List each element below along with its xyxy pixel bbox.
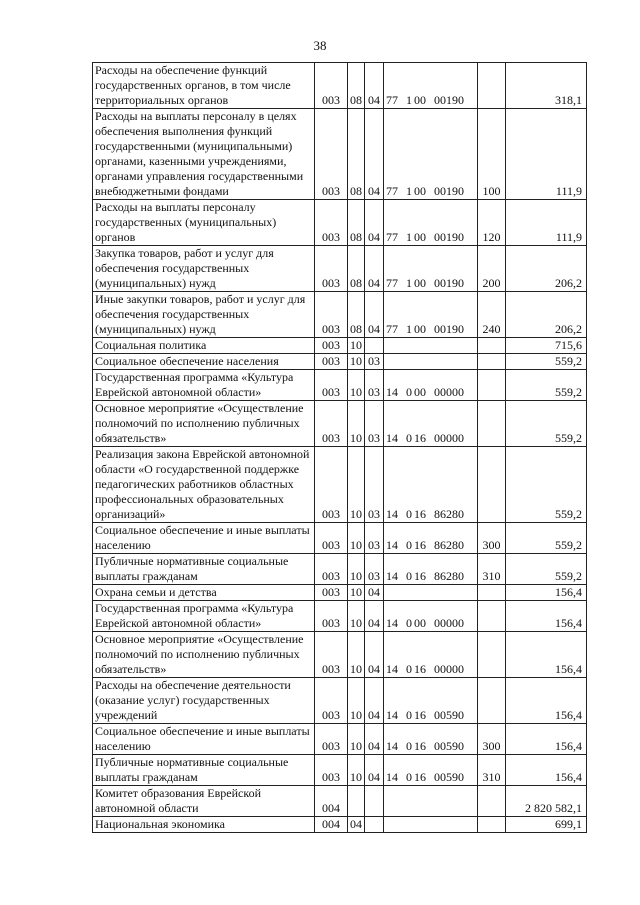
- table-row: [93, 585, 587, 601]
- subsection-code: 03: [365, 523, 384, 554]
- target-article-code: [384, 678, 478, 724]
- expense-type-code: [478, 63, 506, 109]
- row-name: Расходы на обеспечение функций государственных органов, в том числе территориальных органов: [93, 63, 315, 109]
- ved-code: 003: [315, 370, 348, 401]
- amount: 559,2: [506, 447, 587, 523]
- section-code: 08: [348, 109, 365, 200]
- ved-code: 003: [315, 632, 348, 678]
- section-code: 10: [348, 338, 365, 354]
- target-article-code: [384, 755, 478, 786]
- ved-code: 003: [315, 292, 348, 338]
- table-row: [93, 601, 587, 632]
- table-row: [93, 200, 587, 246]
- subsection-code: 04: [365, 724, 384, 755]
- ved-code: 003: [315, 724, 348, 755]
- expense-type-code: 300: [478, 523, 506, 554]
- amount: 715,6: [506, 338, 587, 354]
- target-subprogram: 0: [406, 662, 412, 676]
- expense-type-code: 240: [478, 292, 506, 338]
- amount: 206,2: [506, 246, 587, 292]
- expense-type-code: [478, 601, 506, 632]
- amount: 156,4: [506, 724, 587, 755]
- subsection-code: 04: [365, 585, 384, 601]
- section-code: 10: [348, 370, 365, 401]
- target-article-code: [384, 292, 478, 338]
- target-article-code: [384, 585, 478, 601]
- expense-type-code: [478, 447, 506, 523]
- target-event: 16: [414, 538, 426, 552]
- target-event: 00: [414, 616, 426, 630]
- target-article-code: [384, 817, 478, 833]
- section-code: 10: [348, 554, 365, 585]
- target-article-code: [384, 724, 478, 755]
- row-name: Основное мероприятие «Осуществление полномочий по исполнению публичных обязательств»: [93, 401, 315, 447]
- target-direction: 00590: [434, 770, 464, 784]
- target-direction: 00000: [434, 431, 464, 445]
- row-name: Публичные нормативные социальные выплаты гражданам: [93, 554, 315, 585]
- target-event: 16: [414, 770, 426, 784]
- subsection-code: 03: [365, 370, 384, 401]
- subsection-code: 04: [365, 755, 384, 786]
- table-row: [93, 354, 587, 370]
- subsection-code: 04: [365, 678, 384, 724]
- row-name: Публичные нормативные социальные выплаты гражданам: [93, 755, 315, 786]
- target-subprogram: 1: [406, 322, 412, 336]
- target-article-code: [384, 200, 478, 246]
- row-name: Основное мероприятие «Осуществление полномочий по исполнению публичных обязательств»: [93, 632, 315, 678]
- expense-type-code: 310: [478, 554, 506, 585]
- target-event: 16: [414, 569, 426, 583]
- target-event: 16: [414, 739, 426, 753]
- target-program: 14: [386, 708, 398, 722]
- target-article-code: [384, 632, 478, 678]
- expense-type-code: [478, 786, 506, 817]
- target-article-code: [384, 338, 478, 354]
- row-name: Расходы на выплаты персоналу государственных (муниципальных) органов: [93, 200, 315, 246]
- target-event: 16: [414, 662, 426, 676]
- target-subprogram: 0: [406, 708, 412, 722]
- table-row: [93, 447, 587, 523]
- subsection-code: 04: [365, 601, 384, 632]
- target-article-code: [384, 354, 478, 370]
- subsection-code: 04: [365, 200, 384, 246]
- amount: 206,2: [506, 292, 587, 338]
- row-name: Национальная экономика: [93, 817, 315, 833]
- target-article-code: [384, 246, 478, 292]
- target-direction: 00190: [434, 230, 464, 244]
- amount: 699,1: [506, 817, 587, 833]
- table-row: [93, 755, 587, 786]
- table-row: [93, 554, 587, 585]
- page-number: 38: [313, 38, 327, 53]
- expense-type-code: 100: [478, 109, 506, 200]
- amount: 111,9: [506, 109, 587, 200]
- budget-table: [92, 62, 587, 833]
- target-article-code: [384, 554, 478, 585]
- section-code: 10: [348, 585, 365, 601]
- target-program: 77: [386, 276, 398, 290]
- section-code: 10: [348, 755, 365, 786]
- ved-code: 004: [315, 817, 348, 833]
- section-code: 10: [348, 523, 365, 554]
- target-direction: 00000: [434, 616, 464, 630]
- row-name: Социальное обеспечение и иные выплаты населению: [93, 724, 315, 755]
- subsection-code: [365, 786, 384, 817]
- table-row: [93, 401, 587, 447]
- target-direction: 00190: [434, 184, 464, 198]
- target-article-code: [384, 523, 478, 554]
- target-direction: 00190: [434, 322, 464, 336]
- target-article-code: [384, 63, 478, 109]
- table-row: [93, 338, 587, 354]
- target-direction: 86280: [434, 538, 464, 552]
- section-code: 10: [348, 678, 365, 724]
- target-direction: 00590: [434, 739, 464, 753]
- row-name: Охрана семьи и детства: [93, 585, 315, 601]
- section-code: 10: [348, 632, 365, 678]
- target-article-code: [384, 370, 478, 401]
- target-event: 00: [414, 322, 426, 336]
- ved-code: 003: [315, 354, 348, 370]
- subsection-code: [365, 338, 384, 354]
- amount: 156,4: [506, 755, 587, 786]
- target-subprogram: 1: [406, 93, 412, 107]
- target-program: 14: [386, 431, 398, 445]
- target-direction: 00000: [434, 385, 464, 399]
- target-subprogram: 1: [406, 184, 412, 198]
- target-subprogram: 0: [406, 507, 412, 521]
- subsection-code: [365, 817, 384, 833]
- row-name: Социальное обеспечение и иные выплаты населению: [93, 523, 315, 554]
- ved-code: 003: [315, 447, 348, 523]
- ved-code: 003: [315, 200, 348, 246]
- table-row: [93, 817, 587, 833]
- row-name: Иные закупки товаров, работ и услуг для обеспечения государственных (муниципальных) нужд: [93, 292, 315, 338]
- table-row: [93, 724, 587, 755]
- amount: 559,2: [506, 354, 587, 370]
- expense-type-code: [478, 632, 506, 678]
- table-row: [93, 523, 587, 554]
- section-code: 08: [348, 292, 365, 338]
- row-name: Реализация закона Еврейской автономной области «О государственной поддержке педагогических работников областных профессиональных образовательных организаций»: [93, 447, 315, 523]
- amount: 318,1: [506, 63, 587, 109]
- amount: 559,2: [506, 401, 587, 447]
- subsection-code: 04: [365, 632, 384, 678]
- target-direction: 00190: [434, 276, 464, 290]
- subsection-code: 03: [365, 354, 384, 370]
- target-program: 14: [386, 739, 398, 753]
- ved-code: 003: [315, 523, 348, 554]
- subsection-code: 03: [365, 447, 384, 523]
- target-program: 14: [386, 538, 398, 552]
- table-row: [93, 109, 587, 200]
- ved-code: 004: [315, 786, 348, 817]
- subsection-code: 04: [365, 292, 384, 338]
- section-code: 10: [348, 724, 365, 755]
- amount: 156,4: [506, 632, 587, 678]
- target-program: 77: [386, 230, 398, 244]
- row-name: Комитет образования Еврейской автономной области: [93, 786, 315, 817]
- expense-type-code: [478, 370, 506, 401]
- target-direction: 00590: [434, 708, 464, 722]
- section-code: 08: [348, 246, 365, 292]
- subsection-code: 04: [365, 63, 384, 109]
- ved-code: 003: [315, 246, 348, 292]
- ved-code: 003: [315, 554, 348, 585]
- table-row: [93, 786, 587, 817]
- expense-type-code: 120: [478, 200, 506, 246]
- section-code: 10: [348, 401, 365, 447]
- table-row: [93, 292, 587, 338]
- target-program: 77: [386, 322, 398, 336]
- ved-code: 003: [315, 338, 348, 354]
- target-subprogram: 0: [406, 569, 412, 583]
- table-row: [93, 370, 587, 401]
- row-name: Закупка товаров, работ и услуг для обеспечения государственных (муниципальных) нужд: [93, 246, 315, 292]
- amount: 559,2: [506, 554, 587, 585]
- amount: 156,4: [506, 601, 587, 632]
- ved-code: 003: [315, 585, 348, 601]
- target-event: 00: [414, 93, 426, 107]
- target-subprogram: 0: [406, 538, 412, 552]
- amount: 111,9: [506, 200, 587, 246]
- target-article-code: [384, 786, 478, 817]
- row-name: Социальное обеспечение населения: [93, 354, 315, 370]
- section-code: 08: [348, 200, 365, 246]
- amount: 156,4: [506, 585, 587, 601]
- expense-type-code: [478, 585, 506, 601]
- amount: 156,4: [506, 678, 587, 724]
- row-name: Социальная политика: [93, 338, 315, 354]
- target-article-code: [384, 109, 478, 200]
- ved-code: 003: [315, 755, 348, 786]
- row-name: Расходы на выплаты персоналу в целях обеспечения выполнения функций государственными (муниципальными) органами, казенными учреждениями, органами управления государственными внебюджетными фондами: [93, 109, 315, 200]
- ved-code: 003: [315, 678, 348, 724]
- row-name: Расходы на обеспечение деятельности (оказание услуг) государственных учреждений: [93, 678, 315, 724]
- table-row: [93, 632, 587, 678]
- target-direction: 86280: [434, 569, 464, 583]
- expense-type-code: 200: [478, 246, 506, 292]
- target-direction: 00190: [434, 93, 464, 107]
- target-subprogram: 0: [406, 385, 412, 399]
- target-program: 14: [386, 616, 398, 630]
- target-event: 00: [414, 184, 426, 198]
- target-event: 00: [414, 230, 426, 244]
- expense-type-code: [478, 678, 506, 724]
- target-program: 14: [386, 569, 398, 583]
- target-program: 14: [386, 770, 398, 784]
- section-code: 10: [348, 601, 365, 632]
- section-code: 10: [348, 447, 365, 523]
- target-event: 00: [414, 276, 426, 290]
- amount: 559,2: [506, 523, 587, 554]
- table-body: [93, 63, 587, 833]
- table-row: [93, 246, 587, 292]
- target-subprogram: 1: [406, 276, 412, 290]
- target-program: 77: [386, 93, 398, 107]
- target-article-code: [384, 401, 478, 447]
- target-event: 00: [414, 385, 426, 399]
- section-code: 10: [348, 354, 365, 370]
- table-row: [93, 63, 587, 109]
- amount: 2 820 582,1: [506, 786, 587, 817]
- section-code: 04: [348, 817, 365, 833]
- section-code: 08: [348, 63, 365, 109]
- expense-type-code: [478, 817, 506, 833]
- ved-code: 003: [315, 401, 348, 447]
- target-direction: 00000: [434, 662, 464, 676]
- target-subprogram: 0: [406, 431, 412, 445]
- table-row: [93, 678, 587, 724]
- subsection-code: 04: [365, 109, 384, 200]
- target-subprogram: 0: [406, 739, 412, 753]
- target-article-code: [384, 601, 478, 632]
- target-article-code: [384, 447, 478, 523]
- expense-type-code: 300: [478, 724, 506, 755]
- target-program: 77: [386, 184, 398, 198]
- section-code: [348, 786, 365, 817]
- target-program: 14: [386, 507, 398, 521]
- target-event: 16: [414, 431, 426, 445]
- expense-type-code: [478, 401, 506, 447]
- target-event: 16: [414, 507, 426, 521]
- target-subprogram: 0: [406, 770, 412, 784]
- subsection-code: 03: [365, 401, 384, 447]
- target-direction: 86280: [434, 507, 464, 521]
- target-subprogram: 0: [406, 616, 412, 630]
- row-name: Государственная программа «Культура Еврейской автономной области»: [93, 370, 315, 401]
- expense-type-code: 310: [478, 755, 506, 786]
- target-program: 14: [386, 662, 398, 676]
- subsection-code: 03: [365, 554, 384, 585]
- ved-code: 003: [315, 63, 348, 109]
- target-event: 16: [414, 708, 426, 722]
- ved-code: 003: [315, 601, 348, 632]
- expense-type-code: [478, 354, 506, 370]
- expense-type-code: [478, 338, 506, 354]
- target-subprogram: 1: [406, 230, 412, 244]
- ved-code: 003: [315, 109, 348, 200]
- subsection-code: 04: [365, 246, 384, 292]
- amount: 559,2: [506, 370, 587, 401]
- target-program: 14: [386, 385, 398, 399]
- row-name: Государственная программа «Культура Еврейской автономной области»: [93, 601, 315, 632]
